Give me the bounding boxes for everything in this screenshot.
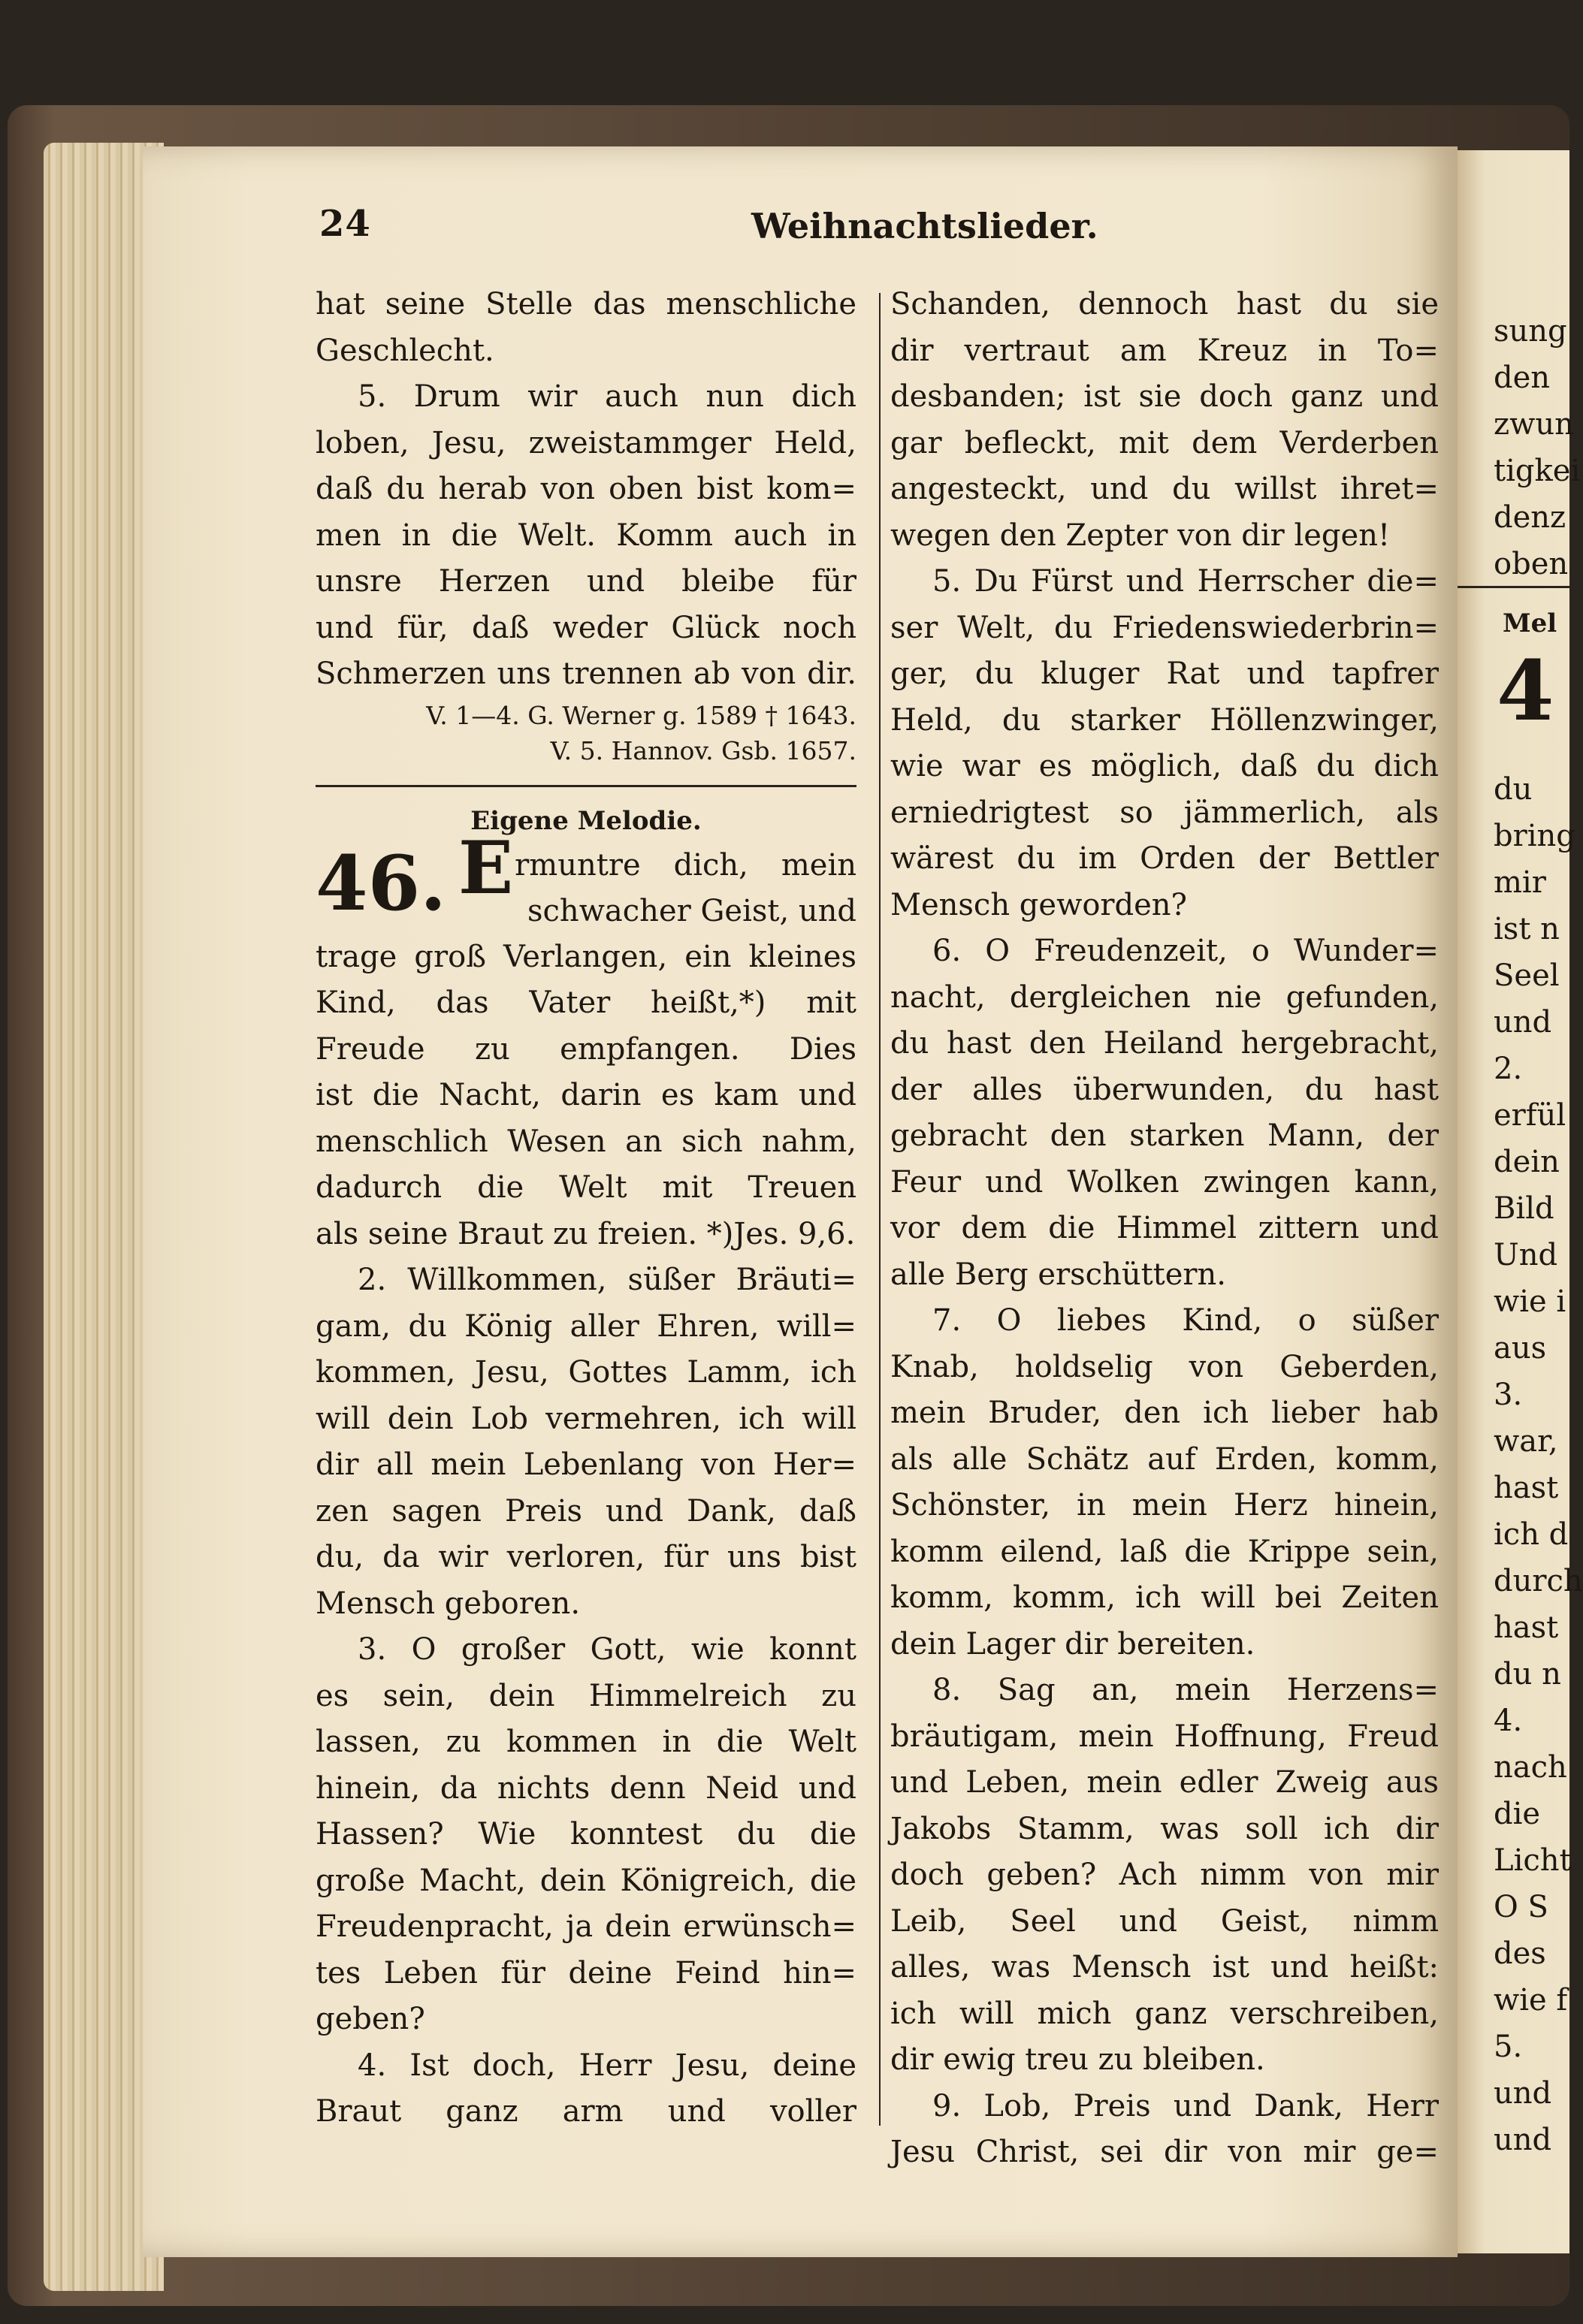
right-column — [890, 282, 1439, 2176]
next-page-line-fragment: ich d — [1494, 1517, 1569, 1552]
text-line: du, da wir verloren, für uns bist — [316, 1540, 856, 1574]
text-line: unsre Herzen und bleibe für — [316, 564, 856, 599]
hymn-number: 46. — [316, 838, 446, 928]
text-line: 7. O liebes Kind, o süßer — [932, 1303, 1439, 1338]
next-page-rule — [1458, 586, 1569, 588]
left-column-text-bottom — [316, 934, 856, 2135]
text-line: Schmerzen uns trennen ab von dir. — [316, 656, 856, 691]
text-line: dir vertraut am Kreuz in To= — [890, 333, 1439, 368]
next-page-melody-fragment: Mel — [1503, 608, 1557, 638]
right-column-text — [890, 282, 1439, 2176]
next-page-text-bottom — [1458, 766, 1583, 2163]
drop-initial: E — [458, 825, 514, 910]
text-line: 4. Ist doch, Herr Jesu, deine — [358, 2048, 856, 2083]
text-line: Held, du starker Höllenzwinger, — [890, 702, 1439, 738]
text-line: es sein, dein Himmelreich zu — [316, 1678, 856, 1713]
next-page-hymn-number-fragment: 4 — [1497, 642, 1554, 739]
next-page-line-fragment: sung — [1494, 314, 1567, 349]
next-page-line-fragment: durch — [1494, 1564, 1583, 1598]
next-page-line-fragment: 5. — [1494, 2030, 1523, 2064]
next-page-line-fragment: ist n — [1494, 912, 1560, 946]
next-page-line-fragment: Seel — [1494, 958, 1560, 993]
text-line: und Leben, mein edler Zweig aus — [890, 1765, 1439, 1800]
text-line — [458, 825, 856, 910]
attribution-line: V. 1—4. G. Werner g. 1589 † 1643. — [426, 700, 856, 730]
text-line: angesteckt, und du willst ihret= — [890, 472, 1439, 506]
next-page-line-fragment: dein — [1494, 1145, 1560, 1179]
next-page-line-fragment: du — [1494, 772, 1533, 807]
text-line: 3. O großer Gott, wie konnt — [358, 1632, 856, 1667]
page-number: 24 — [319, 203, 371, 245]
text-line: 5. Du Fürst und Herrscher die= — [932, 564, 1439, 599]
next-page-line-fragment: wie f — [1494, 1983, 1568, 2018]
text-line: daß du herab von oben bist kom= — [316, 472, 856, 506]
text-line: Leib, Seel und Geist, nimm — [890, 1903, 1439, 1939]
running-head — [319, 203, 1446, 263]
text-line: Mensch geworden? — [890, 887, 1187, 922]
text-line: geben? — [316, 2002, 425, 2036]
next-page-line-fragment: wie i — [1494, 1284, 1566, 1319]
text-line: kommen, Jesu, Gottes Lamm, ich — [316, 1355, 856, 1390]
text-line: du hast den Heiland hergebracht, — [890, 1026, 1439, 1061]
text-line: doch geben? Ach nimm von mir — [890, 1858, 1439, 1892]
text-line: Feur und Wolken zwingen kann, — [890, 1164, 1439, 1200]
text-line: gar befleckt, mit dem Verderben — [890, 425, 1439, 460]
section-rule — [316, 785, 856, 787]
text-line: Braut ganz arm und voller — [316, 2094, 856, 2129]
attribution-line: V. 5. Hannov. Gsb. 1657. — [550, 735, 856, 765]
text-line: gam, du König aller Ehren, will= — [316, 1308, 856, 1344]
next-page-line-fragment: und — [1494, 2076, 1552, 2111]
next-page-line-fragment: tigkei — [1494, 454, 1581, 488]
hymn-first-lines — [458, 825, 857, 934]
text-line: Freude zu empfangen. Dies — [316, 1031, 856, 1067]
text-line: und für, daß weder Glück noch — [316, 610, 856, 645]
text-line: Schanden, dennoch hast du sie — [890, 287, 1439, 321]
text-line: Kind, das Vater heißt,*) mit — [316, 985, 856, 1020]
next-page-line-fragment: Licht — [1494, 1843, 1572, 1878]
next-page-line-fragment: bring — [1494, 819, 1575, 853]
text-line: lassen, zu kommen in die Welt — [316, 1725, 856, 1759]
text-line: Jakobs Stamm, was soll ich dir — [890, 1811, 1439, 1846]
text-line: 2. Willkommen, süßer Bräuti= — [358, 1263, 856, 1297]
text-line: vor dem die Himmel zittern und — [890, 1211, 1439, 1245]
next-page-line-fragment: 3. — [1494, 1378, 1523, 1412]
next-page-line-fragment: oben — [1494, 547, 1569, 581]
text-line: Schönster, in mein Herz hinein, — [890, 1488, 1439, 1523]
text-line: will dein Lob vermehren, ich will — [316, 1401, 856, 1436]
text-line: als alle Schätz auf Erden, komm, — [890, 1441, 1439, 1477]
next-page-edge — [1458, 150, 1583, 2253]
next-page-line-fragment: denz — [1494, 500, 1566, 535]
next-page-line-fragment: aus — [1494, 1331, 1547, 1366]
text-line: loben, Jesu, zweistammger Held, — [316, 425, 856, 460]
text-line: komm eilend, laß die Krippe sein, — [890, 1534, 1439, 1569]
text-line: ich will mich ganz verschreiben, — [890, 1996, 1439, 2031]
text-line: ist die Nacht, darin es kam und — [316, 1078, 856, 1112]
column-divider — [879, 293, 881, 2126]
text-line: bräutigam, mein Hoffnung, Freud — [890, 1719, 1439, 1754]
text-line: dir ewig treu zu bleiben. — [890, 2042, 1265, 2077]
text-line: 6. O Freudenzeit, o Wunder= — [932, 934, 1439, 968]
text-line: erniedrigtest so jämmerlich, als — [890, 795, 1439, 830]
text-line: dir all mein Lebenlang von Her= — [316, 1447, 856, 1482]
next-page-line-fragment: erfül — [1494, 1098, 1566, 1133]
text-line: alles, was Mensch ist und heißt: — [890, 1950, 1439, 1984]
hymn-opening — [316, 825, 857, 934]
next-page-line-fragment: Bild — [1494, 1191, 1554, 1226]
left-column-text-top — [316, 282, 856, 698]
next-page-line-fragment: nach — [1494, 1750, 1567, 1785]
melody-label: Eigene Melodie. — [470, 805, 702, 836]
text-line: desbanden; ist sie doch ganz und — [890, 379, 1439, 414]
text-line: große Macht, dein Königreich, die — [316, 1863, 856, 1898]
next-page-line-fragment: hast — [1494, 1471, 1559, 1505]
text-line: dadurch die Welt mit Treuen — [316, 1170, 856, 1205]
next-page-line-fragment: O S — [1494, 1890, 1548, 1924]
next-page-text-top — [1458, 308, 1580, 587]
text-line: Jesu Christ, sei dir von mir ge= — [890, 2135, 1439, 2169]
next-page-line-fragment: Und — [1494, 1238, 1558, 1272]
next-page-line-fragment: hast — [1494, 1610, 1559, 1645]
text-line: der alles überwunden, du hast — [890, 1072, 1439, 1107]
text-line: dein Lager dir bereiten. — [890, 1626, 1255, 1662]
next-page-line-fragment: und — [1494, 2123, 1552, 2157]
text-line: trage groß Verlangen, ein kleines — [316, 939, 856, 974]
text-line: schwacher Geist, und — [527, 893, 857, 928]
next-page-line-fragment: die — [1494, 1797, 1541, 1831]
text-line: gebracht den starken Mann, der — [890, 1118, 1439, 1153]
section-title: Weihnachtslieder. — [751, 206, 1098, 246]
text-line: Knab, holdselig von Geberden, — [890, 1349, 1439, 1384]
text-line: ser Welt, du Friedenswiederbrin= — [890, 610, 1439, 645]
next-page-line-fragment: du n — [1494, 1657, 1561, 1692]
text-line: Hassen? Wie konntest du die — [316, 1817, 856, 1852]
next-page-line-fragment: und — [1494, 1005, 1552, 1040]
text-line: hat seine Stelle das menschliche — [316, 287, 856, 321]
next-page-line-fragment: zwun — [1494, 407, 1574, 442]
next-page-line-fragment: war, — [1494, 1424, 1558, 1459]
text-line: Geschlecht. — [316, 333, 494, 368]
next-page-line-fragment: 4. — [1494, 1704, 1523, 1738]
next-page-line-fragment: mir — [1494, 865, 1546, 900]
text-line: hinein, da nichts denn Neid und — [316, 1770, 856, 1806]
text-line: ger, du kluger Rat und tapfrer — [890, 656, 1439, 691]
text-line: alle Berg erschüttern. — [890, 1257, 1226, 1292]
text-line: mein Bruder, den ich lieber hab — [890, 1396, 1439, 1430]
text-line: Freudenpracht, ja dein erwünsch= — [316, 1909, 856, 1944]
text-line: wärest du im Orden der Bettler — [890, 841, 1439, 876]
text-line: tes Leben für deine Feind hin= — [316, 1955, 856, 1990]
text-line: Mensch geboren. — [316, 1586, 581, 1621]
next-page-line-fragment: den — [1494, 361, 1551, 395]
text-line: komm, komm, ich will bei Zeiten — [890, 1580, 1439, 1615]
text-line: nacht, dergleichen nie gefunden, — [890, 979, 1439, 1015]
text-line: als seine Braut zu freien. *)Jes. 9,6. — [316, 1216, 856, 1251]
text-line: wie war es möglich, daß du dich — [890, 749, 1439, 783]
next-page-line-fragment: 2. — [1494, 1052, 1523, 1086]
next-page-line-fragment: des — [1494, 1936, 1546, 1971]
text-line: 9. Lob, Preis und Dank, Herr — [932, 2088, 1439, 2123]
text-line: zen sagen Preis und Dank, daß — [316, 1493, 856, 1529]
hymn-first-line-text: rmuntre dich, mein — [515, 847, 856, 883]
text-line: menschlich Wesen an sich nahm, — [316, 1124, 856, 1159]
text-line: 5. Drum wir auch nun dich — [358, 379, 856, 414]
text-line: 8. Sag an, mein Herzens= — [932, 1673, 1439, 1707]
left-column — [316, 282, 856, 2135]
text-line: men in die Welt. Komm auch in — [316, 518, 856, 553]
text-line: wegen den Zepter von dir legen! — [890, 518, 1391, 553]
